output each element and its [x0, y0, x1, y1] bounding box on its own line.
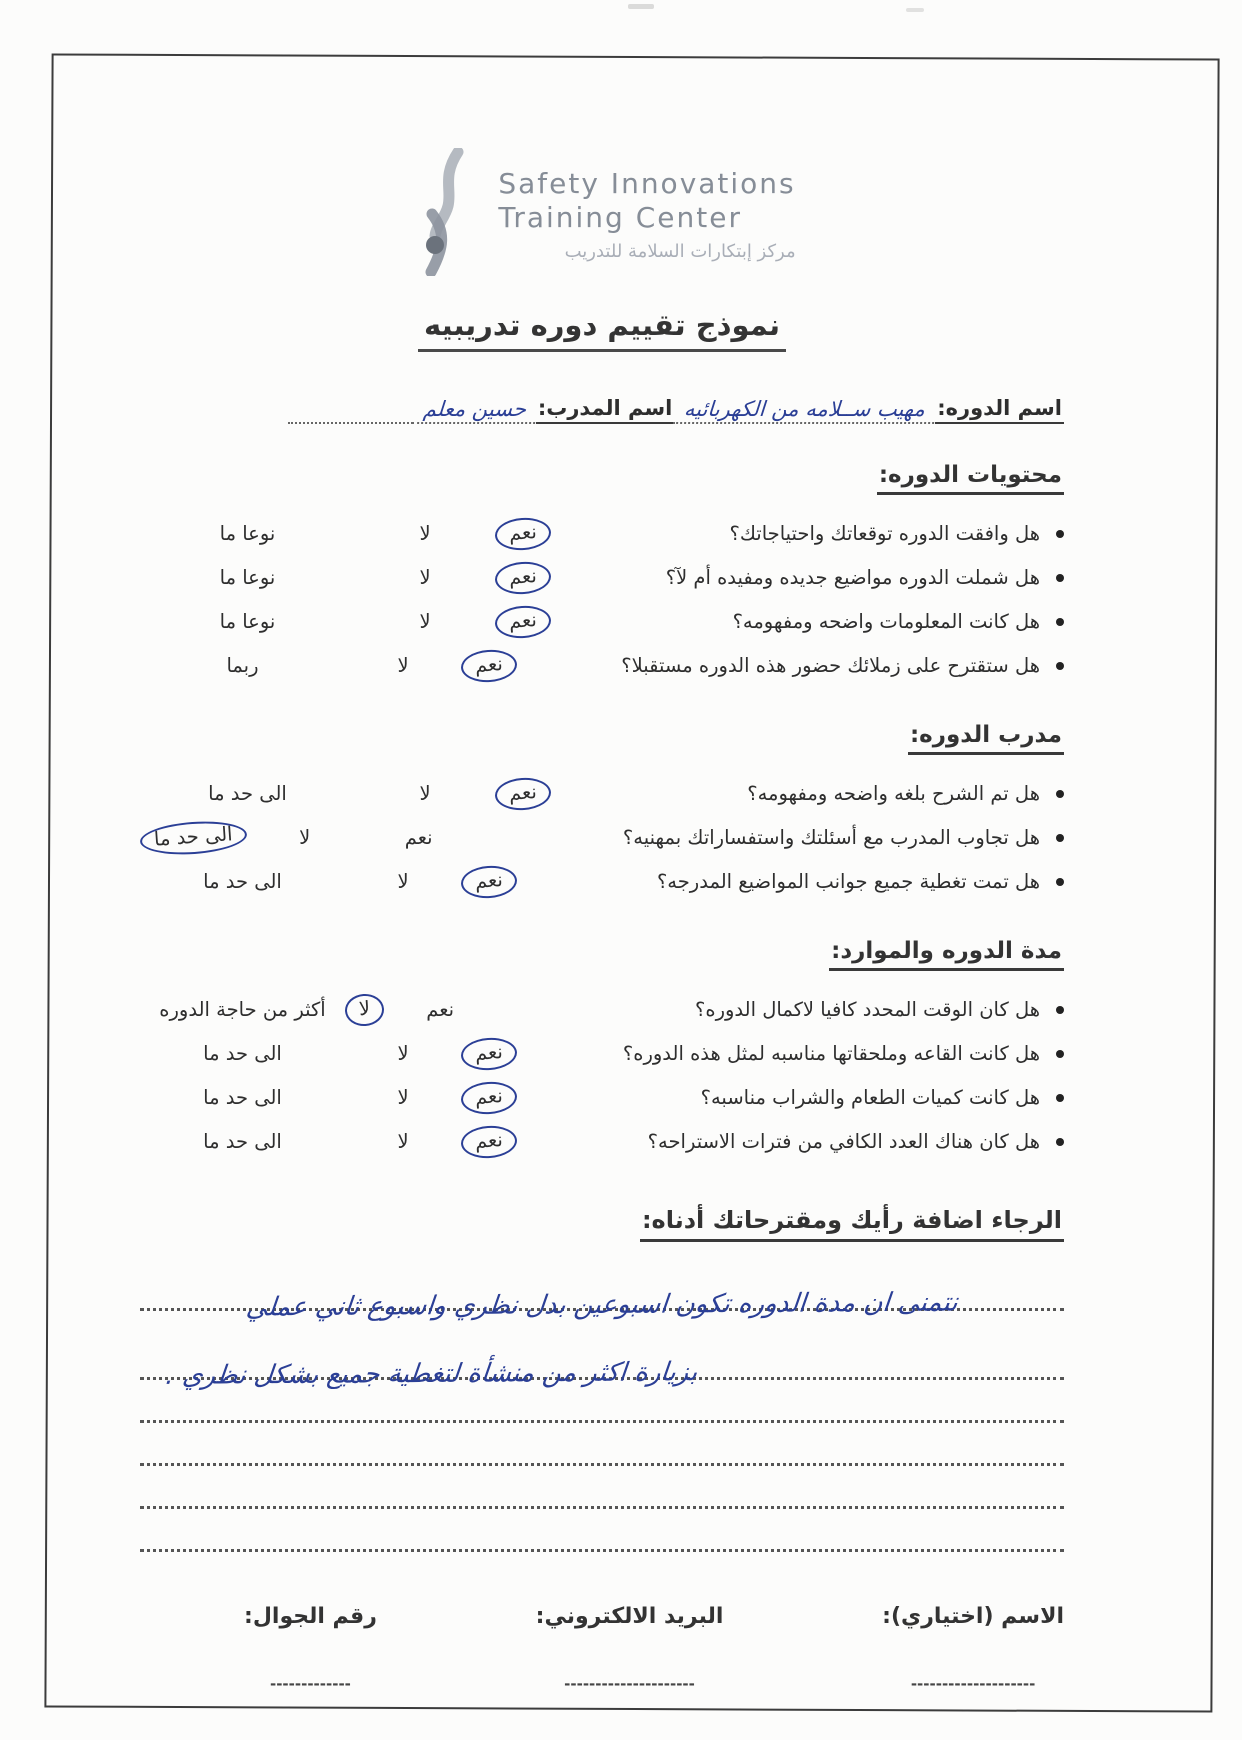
- option-yes: نعم: [460, 864, 518, 900]
- option-no: لا: [397, 1086, 409, 1109]
- header-fields-row: [140, 396, 1064, 424]
- question-text: هل وافقت الدوره توقعاتك واحتياجاتك؟: [729, 522, 1040, 545]
- option-no: لا: [397, 870, 409, 893]
- question-text: هل كانت المعلومات واضحه ومفهومه؟: [732, 610, 1040, 633]
- scan-artifact: [628, 4, 654, 9]
- question-row: [140, 863, 1064, 900]
- section-header-instructor: مدرب الدوره:: [908, 722, 1064, 755]
- section-header-course-contents: محتويات الدوره:: [877, 462, 1064, 495]
- option-no: لا: [419, 782, 431, 805]
- option-yes: نعم: [460, 648, 518, 684]
- footer-fields-row: [140, 1604, 1064, 1693]
- option-to-some-extent: الى حد ما: [208, 782, 287, 805]
- instructor-name-label: اسم المدرب:: [536, 396, 675, 424]
- question-text: هل تجاوب المدرب مع أسئلتك واستفساراتك بمهنيه؟: [622, 826, 1040, 849]
- option-no: لا: [397, 654, 409, 677]
- option-to-some-extent: الى حد ما: [203, 1130, 282, 1153]
- email-dash-line: ---------------------: [564, 1675, 695, 1693]
- option-no: لا: [344, 992, 385, 1027]
- handwritten-comment-line-1: نتمنى ان مدة الدوره تكون اسبوعين بدل نظري واسبوع ثاني عملي: [244, 1287, 960, 1323]
- option-no: لا: [419, 566, 431, 589]
- option-yes: نعم: [460, 1124, 518, 1160]
- option-to-some-extent: الى حد ما: [203, 1042, 282, 1065]
- option-yes: نعم: [494, 776, 552, 812]
- question-text: هل كان هناك العدد الكافي من فترات الاستراحه؟: [647, 1130, 1040, 1153]
- course-name-label: اسم الدوره:: [935, 396, 1064, 424]
- question-row: [140, 1079, 1064, 1116]
- bullet-icon: [1056, 530, 1064, 538]
- option-no: لا: [299, 826, 311, 849]
- bullet-icon: [1056, 1094, 1064, 1102]
- bullet-icon: [1056, 662, 1064, 670]
- option-yes: نعم: [494, 604, 552, 640]
- bullet-icon: [1056, 1138, 1064, 1146]
- option-somewhat: نوعا ما: [219, 522, 276, 545]
- option-to-some-extent: الى حد ما: [203, 870, 282, 893]
- comment-line-1: [140, 1287, 1064, 1323]
- option-yes: نعم: [404, 826, 433, 849]
- question-text: هل كانت كميات الطعام والشراب مناسبه؟: [700, 1086, 1040, 1109]
- logo-arabic-subtitle: مركز إبتكارات السلامة للتدريب: [564, 240, 796, 262]
- handwritten-comment-line-2: بزيارة اكثر من منشأة لتغطية جميع بشكل نظري .: [164, 1357, 699, 1391]
- question-row: [140, 647, 1064, 684]
- option-more-than-needed: أكثر من حاجة الدوره: [159, 998, 326, 1021]
- bullet-icon: [1056, 790, 1064, 798]
- question-row: [140, 1123, 1064, 1160]
- option-somewhat: نوعا ما: [219, 610, 276, 633]
- logo: [140, 148, 1064, 280]
- question-text: هل تمت تغطية جميع جوانب المواضيع المدرجه؟: [656, 870, 1040, 893]
- option-no: لا: [397, 1130, 409, 1153]
- question-text: هل شملت الدوره مواضيع جديده ومفيده أم لآ؟: [665, 566, 1040, 589]
- question-row: [140, 1035, 1064, 1072]
- question-text: هل كان الوقت المحدد كافيا لاكمال الدوره؟: [695, 998, 1040, 1021]
- option-maybe: ربما: [226, 654, 259, 677]
- question-row: [140, 819, 1064, 856]
- handwritten-instructor-name: حسين معلم: [412, 397, 537, 424]
- question-row: [140, 559, 1064, 596]
- logo-title-line2: Training Center: [498, 200, 742, 234]
- question-row: [140, 515, 1064, 552]
- question-text: هل تم الشرح بلغه واضحه ومفهومه؟: [747, 782, 1040, 805]
- flame-logo-icon: [408, 148, 484, 280]
- dotted-line: [140, 1547, 1064, 1552]
- scan-artifact: [906, 8, 924, 12]
- form-title: نموذج تقييم دوره تدريبيه: [418, 308, 786, 352]
- bullet-icon: [1056, 1006, 1064, 1014]
- email-label: البريد الالكتروني:: [535, 1604, 724, 1629]
- bullet-icon: [1056, 618, 1064, 626]
- option-to-some-extent: الى حد ما: [139, 818, 248, 857]
- bullet-icon: [1056, 1050, 1064, 1058]
- section-header-duration-resources: مدة الدوره والموارد:: [829, 938, 1064, 971]
- dotted-leader: [288, 418, 413, 424]
- dotted-line: [140, 1418, 1064, 1423]
- option-yes: نعم: [426, 998, 455, 1021]
- handwritten-course-name: مهيب ســلامه من الكهربائيه: [673, 397, 936, 424]
- option-no: لا: [419, 610, 431, 633]
- option-yes: نعم: [494, 516, 552, 552]
- dotted-line: [140, 1504, 1064, 1509]
- bullet-icon: [1056, 878, 1064, 886]
- mobile-number-label: رقم الجوال:: [244, 1604, 377, 1629]
- bullet-icon: [1056, 574, 1064, 582]
- bullet-icon: [1056, 834, 1064, 842]
- question-text: هل كانت القاعه وملحقاتها مناسبه لمثل هذه الدوره؟: [622, 1042, 1040, 1065]
- option-yes: نعم: [494, 560, 552, 596]
- logo-title-line1: Safety Innovations: [498, 166, 796, 200]
- question-row: [140, 603, 1064, 640]
- mobile-dash-line: -------------: [269, 1675, 351, 1693]
- option-yes: نعم: [460, 1080, 518, 1116]
- comment-line-2: [140, 1357, 1064, 1391]
- name-optional-label: الاسم (اختياري):: [882, 1604, 1064, 1629]
- option-no: لا: [419, 522, 431, 545]
- dotted-line: [140, 1461, 1064, 1466]
- option-somewhat: نوعا ما: [219, 566, 276, 589]
- comments-header: الرجاء اضافة رأيك ومقترحاتك أدناه:: [640, 1206, 1064, 1242]
- question-row: [140, 775, 1064, 812]
- question-text: هل ستقترح على زملائك حضور هذه الدوره مستقبلا؟: [621, 654, 1040, 677]
- question-row: [140, 991, 1064, 1028]
- name-dash-line: --------------------: [910, 1675, 1036, 1693]
- option-no: لا: [397, 1042, 409, 1065]
- option-yes: نعم: [460, 1036, 518, 1072]
- option-to-some-extent: الى حد ما: [203, 1086, 282, 1109]
